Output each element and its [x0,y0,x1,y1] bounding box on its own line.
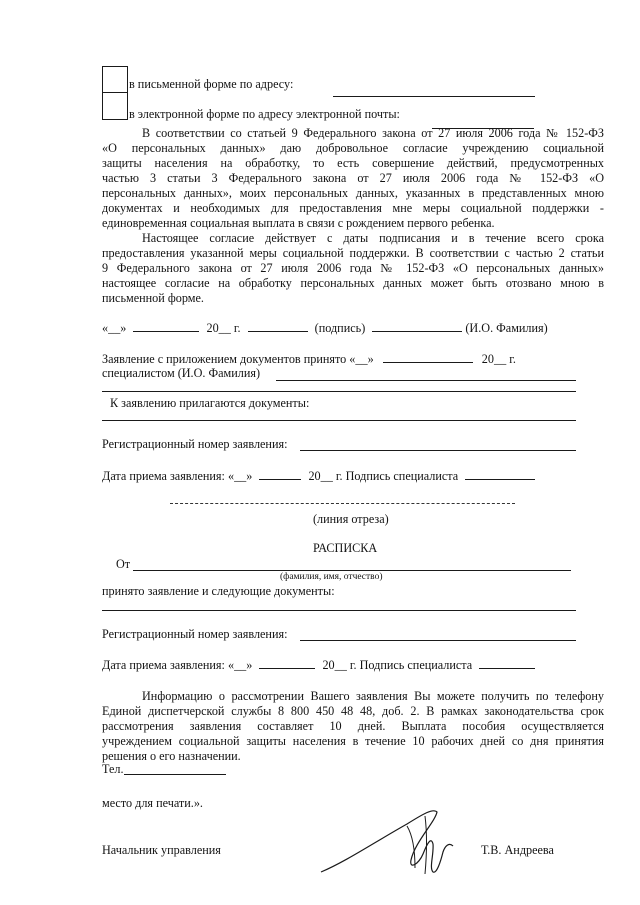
receipt-fio-caption: (фамилия, имя, отчество) [280,572,383,582]
receipt-docs-line[interactable] [102,610,576,611]
receipt-date-row [102,468,535,484]
receipt-from-line[interactable] [133,570,571,571]
acceptance-year: 20__ г. [481,352,516,366]
info-line: решения о его назначении. [102,749,241,763]
signature-year: 20__ г. [206,321,241,335]
receipt-date-row-2 [102,657,535,673]
info-line: Информацию о рассмотрении Вашего заявления Вы можете получить по телефону [142,689,604,703]
info-line: учреждением социальной защиты населения в течение 10 рабочих дней со дня принятия [102,734,604,748]
consent-p1-line: единовременная социальная выплата в связи с рождением первого ребенка. [102,216,495,230]
consent-paragraph-1 [102,126,604,231]
receipt-reg-number-label: Регистрационный номер заявления: [102,627,288,641]
acceptance-row [102,351,516,367]
reg-number-line[interactable] [300,450,576,451]
consent-p1-line: частью 3 статьи 3 Федерального закона от 27 июля 2006 года № 152-ФЗ «О [102,171,604,185]
acceptance-specialist: специалистом (И.О. Фамилия) [102,366,261,380]
signature-day: «__» [102,321,127,335]
name-blank[interactable] [372,320,462,332]
paper-address-line[interactable] [333,96,535,97]
reg-number-label: Регистрационный номер заявления: [102,437,288,451]
receipt-date-year: 20__ г. Подпись специалиста [308,469,459,483]
cut-line-caption: (линия отреза) [313,512,389,526]
receipt-date-sign-blank[interactable] [465,468,535,480]
acceptance-text: Заявление с приложением документов принято «__» [102,352,374,366]
signer-name: Т.В. Андреева [481,843,554,857]
handwritten-signature [315,802,465,882]
receipt-date-year-2: 20__ г. Подпись специалиста [322,658,473,672]
name-caption: (И.О. Фамилия) [465,321,548,335]
consent-p1-line: документах и необходимых для предоставления мне меры социальной поддержки - [102,201,604,215]
consent-paragraph-2 [102,231,604,306]
info-line: рассмотрения заявления составляет 10 дней. Выплата пособия осуществляется [102,719,604,733]
receipt-date-sign-blank-2[interactable] [479,657,535,669]
paper-form-label: в письменной форме по адресу: [129,77,294,91]
consent-p2-line: письменной форме. [102,291,204,305]
receipt-date-prefix-2: Дата приема заявления: «__» [102,658,253,672]
signature-row [102,320,548,336]
receipt-date-month-blank-2[interactable] [259,657,315,669]
signature-month-blank[interactable] [133,320,199,332]
consent-p1-line: «О персональных данных» даю добровольное согласие учреждению социальной [102,141,604,155]
consent-p2-line: 9 Федерального закона от 27 июля 2006 года № 152-ФЗ «О персональных данных» [102,261,604,275]
consent-p1-line: персональных данных», моих персональных данных, указанных в представленных мною [102,186,604,200]
paper-form-checkbox[interactable] [102,66,128,94]
phone-line[interactable] [124,774,226,775]
receipt-reg-number-line[interactable] [300,640,576,641]
info-paragraph [102,689,604,764]
consent-p2-line: настоящее согласие на обработку персональных данных может быть отозвано мною в [102,276,604,290]
stamp-place: место для печати.». [102,796,203,810]
acceptance-month-blank[interactable] [383,351,473,363]
receipt-from-label: От [116,557,131,571]
consent-p1-line: защиты населения на обработку, то есть совершение действий, предусмотренных [102,156,604,170]
consent-p2-line: Настоящее согласие действует с даты подписания и в течение всего срока [142,231,604,245]
receipt-title: РАСПИСКА [313,541,378,555]
receipt-date-prefix: Дата приема заявления: «__» [102,469,253,483]
consent-p1-line: В соответствии со статьей 9 Федерального закона от 27 июля 2006 года № 152-ФЗ [142,126,604,140]
cut-dashed-line [170,503,515,504]
electronic-form-checkbox[interactable] [102,92,128,120]
receipt-date-month-blank[interactable] [259,468,301,480]
electronic-form-label: в электронной форме по адресу электронной почты: [129,107,400,121]
position-title: Начальник управления [102,843,221,857]
specialist-line-2[interactable] [102,391,576,392]
signature-blank[interactable] [248,320,308,332]
receipt-accepted-label: принято заявление и следующие документы: [102,584,335,598]
attached-docs-line[interactable] [102,420,576,421]
attached-docs-label: К заявлению прилагаются документы: [110,396,310,410]
specialist-line[interactable] [276,380,576,381]
phone-label: Тел. [102,762,124,776]
consent-p2-line: предоставления указанной меры социальной поддержки. В соответствии с частью 2 статьи [102,246,604,260]
signature-caption: (подпись) [314,321,366,335]
info-line: Единой диспетчерской службы 8 800 450 48 48, доб. 2. В рамках законодательства срок [102,704,604,718]
